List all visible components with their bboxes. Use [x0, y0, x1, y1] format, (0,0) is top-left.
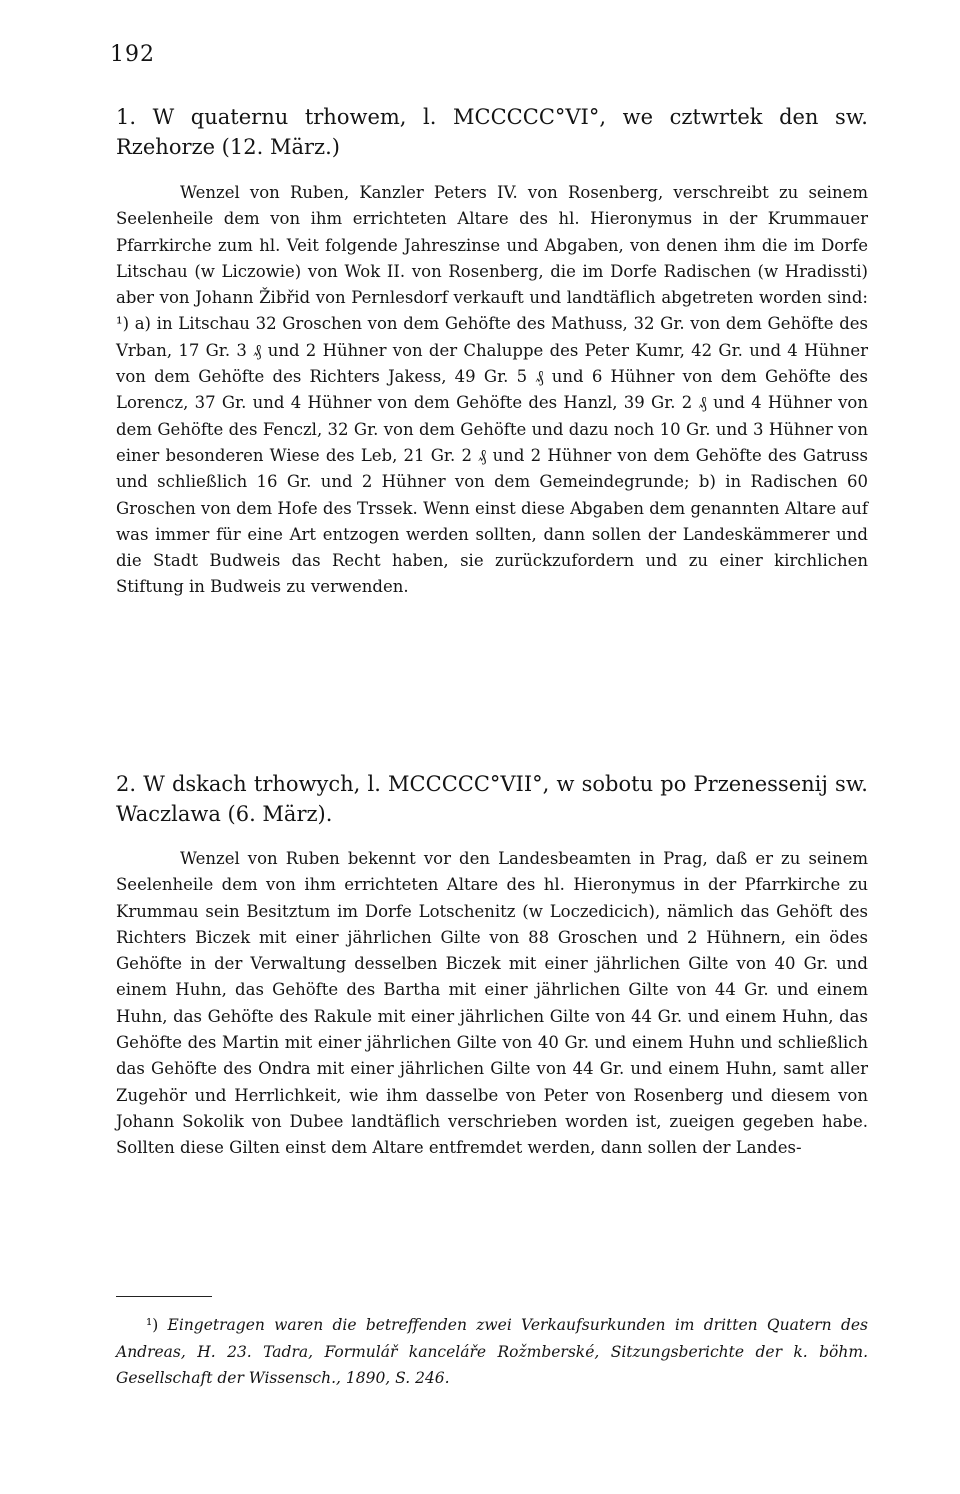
entry-1-heading: 1. W quaternu trhowem, l. MCCCCC°VI°, we cztwrtek den sw. Rzehorze (12. März.) — [116, 105, 868, 159]
footnote-text: Eingetragen waren die betreffenden zwei Verkaufsurkunden im dritten Quatern des Andreas, H. 23. Tadra, Formulář kanceláře Rožmberské, Sitzungsberichte der k. böhm. Gesellschaft der Wissensch., 1890, S. 246. — [116, 1316, 868, 1387]
page-number: 192 — [110, 42, 155, 67]
footnote-rule — [116, 1296, 212, 1297]
entry-2-body: Wenzel von Ruben bekennt vor den Landesbeamten in Prag, daß er zu seinem Seelenheile dem von ihm errichteten Altare des hl. Hieronymus in der Pfarrkirche zu Krummau sein Besitztum im Dorfe Lotschenitz (w Loczedicich), nämlich das Gehöft des Richters Biczek mit einer jährlichen Gilte von 88 Groschen und 2 Hühnern, ein ödes Gehöfte in der Verwaltung desselben Biczek mit einer jährlichen Gilte von 40 Gr. und einem Huhn, das Gehöfte des Bartha mit einer jährlichen Gilte von 44 Gr. und einem Huhn, das Gehöfte des Rakule mit einer jährlichen Gilte von 44 Gr. und einem Huhn, das Gehöfte des Martin mit einer jährlichen Gilte von 40 Gr. und einem Huhn und schließlich das Gehöfte des Ondra mit einer jährlichen Gilte von 44 Gr. und einem Huhn, samt aller Zugehör und Herrlichkeit, wie ihm dasselbe von Peter von Rosenberg und diesem von Johann Sokolik von Dubee landtäflich verschrieben worden ist, zueigen gegeben habe. Sollten diese Gilten einst dem Altare entfremdet werden, dann sollen der Landes- — [116, 849, 868, 1158]
footnote — [116, 1312, 868, 1392]
entry-1-body: Wenzel von Ruben, Kanzler Peters IV. von Rosenberg, verschreibt zu seinem Seelenheile dem von ihm errichteten Altare des hl. Hieronymus in der Krummauer Pfarrkirche zum hl. Veit folgende Jahreszinse und Abgaben, von denen ihm die im Dorfe Litschau (w Liczowie) von Wok II. von Rosenberg, die im Dorfe Radischen (w Hradissti) aber von Johann Žibřid von Pernlesdorf verkauft und landtäflich abgetreten worden sind: ¹) a) in Litschau 32 Groschen von dem Gehöfte des Mathuss, 32 Gr. von dem Gehöfte des Vrban, 17 Gr. 3 ₰ und 2 Hühner von der Chaluppe des Peter Kumr, 42 Gr. und 4 Hühner von dem Gehöfte des Richters Jakess, 49 Gr. 5 ₰ und 6 Hühner von dem Gehöfte des Lorencz, 37 Gr. und 4 Hühner von dem Gehöfte des Hanzl, 39 Gr. 2 ₰ und 4 Hühner von dem Gehöfte des Fenczl, 32 Gr. von dem Gehöfte und dazu noch 10 Gr. und 3 Hühner von einer besonderen Wiese des Leb, 21 Gr. 2 ₰ und 2 Hühner von dem Gehöfte des Gatruss und schließlich 16 Gr. und 2 Hühner von dem Gemeindegrunde; b) in Radischen 60 Groschen von dem Hofe des Trssek. Wenn einst diese Abgaben dem genannten Altare auf was immer für eine Art entzogen werden sollten, dann sollen der Landeskämmerer und die Stadt Budweis das Recht haben, sie zurückzufordern und zu einer kirchlichen Stiftung in Budweis zu verwenden. — [116, 183, 868, 597]
footnote-marker: ¹) — [146, 1316, 159, 1334]
entry-2-heading: 2. W dskach trhowych, l. MCCCCC°VII°, w sobotu po Przenessenij sw. Waczlawa (6. März). — [116, 772, 868, 826]
